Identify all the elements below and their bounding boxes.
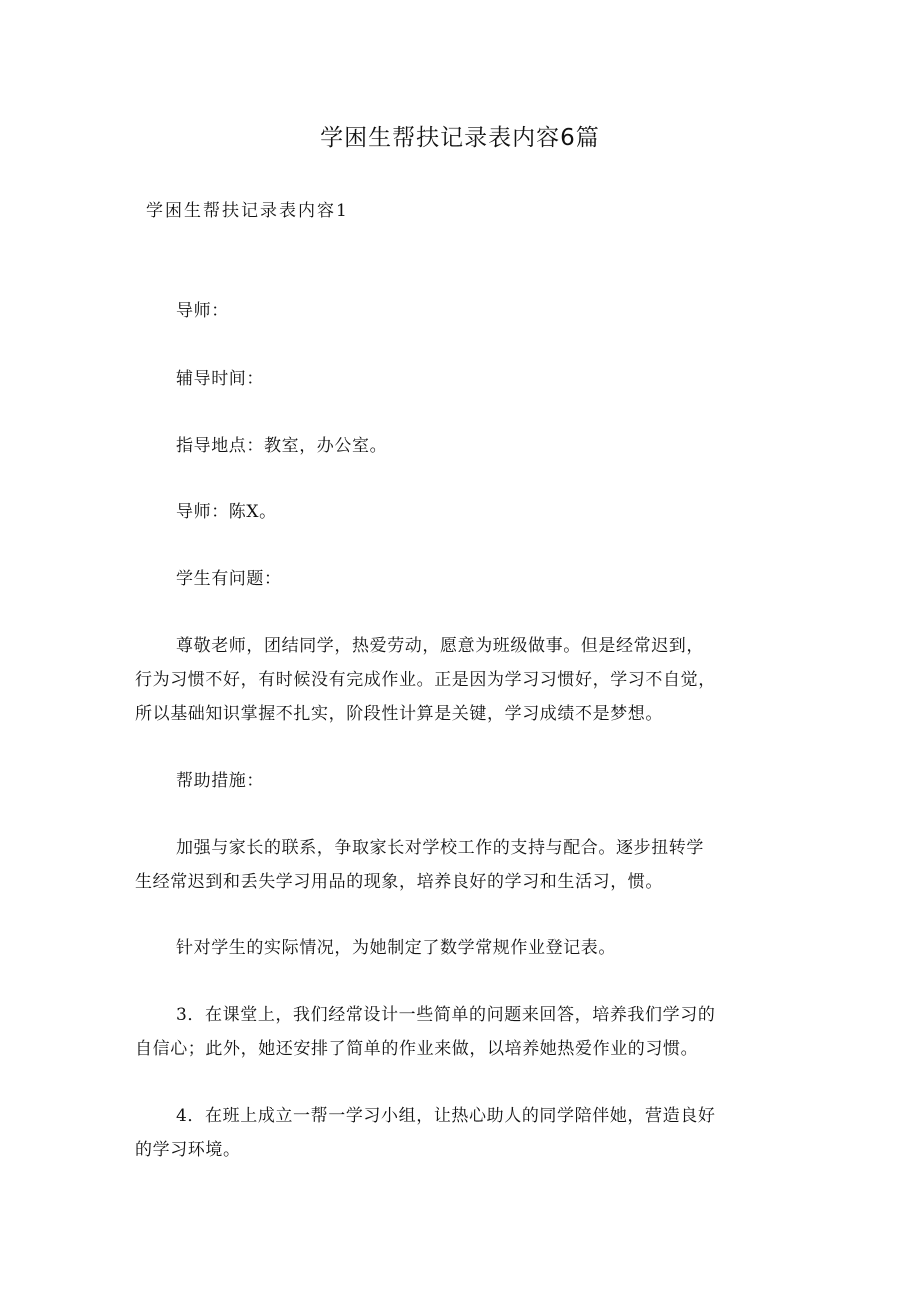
item-4-line: 的学习环境。 <box>135 1140 241 1160</box>
mentor-label: 导师： <box>176 301 229 321</box>
problem-line: 尊敬老师，团结同学，热爱劳动，愿意为班级做事。但是经常迟到， <box>176 636 704 656</box>
location-field: 指导地点：教室，办公室。 <box>176 436 388 456</box>
section-heading: 学困生帮扶记录表内容1 <box>146 201 349 221</box>
document-title: 学困生帮扶记录表内容6篇 <box>320 125 600 151</box>
measures-line: 加强与家长的联系，争取家长对学校工作的支持与配合。逐步扭转学 <box>176 838 704 858</box>
mentor-name-field: 导师：陈X。 <box>176 502 277 522</box>
item-3-line: 自信心；此外，她还安排了简单的作业来做，以培养她热爱作业的习惯。 <box>135 1039 699 1059</box>
problem-line: 所以基础知识掌握不扎实，阶段性计算是关键，学习成绩不是梦想。 <box>135 704 663 724</box>
item-3-line: 3．在课堂上，我们经常设计一些简单的问题来回答，培养我们学习的 <box>176 1005 716 1025</box>
targeted-paragraph: 针对学生的实际情况，为她制定了数学常规作业登记表。 <box>176 938 616 958</box>
item-4-line: 4．在班上成立一帮一学习小组，让热心助人的同学陪伴她，营造良好 <box>176 1106 716 1126</box>
measures-line: 生经常迟到和丢失学习用品的现象，培养良好的学习和生活习，惯。 <box>135 872 663 892</box>
tutoring-time-label: 辅导时间： <box>176 369 264 389</box>
student-problem-label: 学生有问题： <box>176 569 282 589</box>
measures-label: 帮助措施： <box>176 771 264 791</box>
problem-line: 行为习惯不好，有时候没有完成作业。正是因为学习习惯好，学习不自觉， <box>135 670 716 690</box>
